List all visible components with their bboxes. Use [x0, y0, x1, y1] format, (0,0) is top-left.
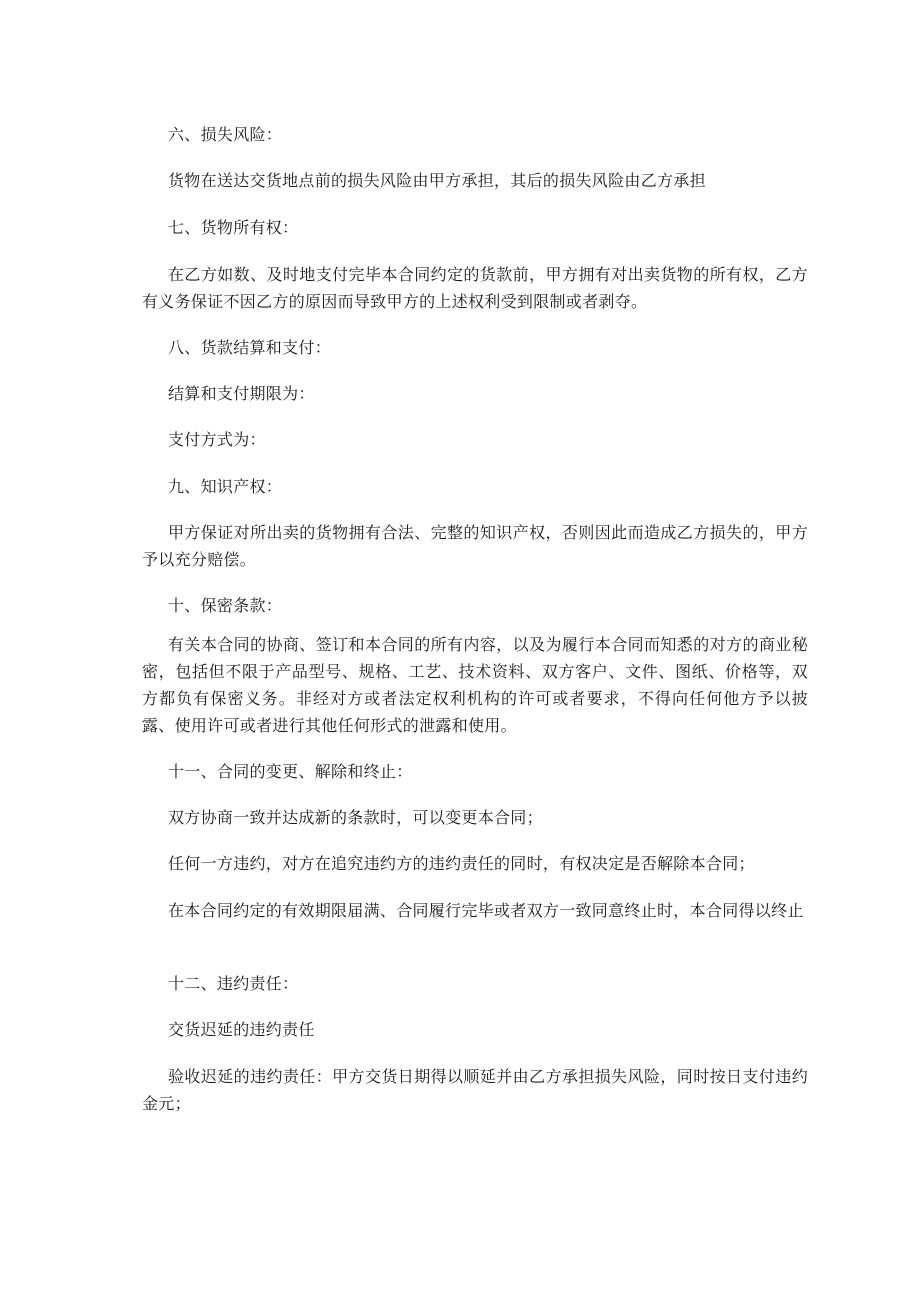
- paragraph-acceptance-delay: 验收迟延的违约责任：甲方交货日期得以顺延并由乙方承担损失风险，同时按日支付违约金元；: [142, 1067, 808, 1113]
- heading-ip: 九、知识产权：: [168, 477, 283, 496]
- heading-liability: 十二、违约责任：: [168, 974, 299, 993]
- paragraph-rescission: 任何一方违约，对方在追究违约方的违约责任的同时，有权决定是否解除本合同；: [168, 854, 755, 873]
- heading-payment: 八、货款结算和支付：: [168, 338, 332, 357]
- heading-change-termination: 十一、合同的变更、解除和终止：: [168, 762, 413, 781]
- heading-confidentiality: 十、保密条款：: [168, 596, 283, 615]
- paragraph-delivery-delay: 交货迟延的违约责任: [168, 1020, 315, 1039]
- paragraph-payment-term: 结算和支付期限为：: [168, 384, 315, 403]
- heading-loss-risk: 六、损失风险：: [168, 125, 283, 144]
- paragraph-confidentiality: 有关本合同的协商、签订和本合同的所有内容，以及为履行本合同而知悉的对方的商业秘密，包括但不限于产品型号、规格、工艺、技术资料、双方客户、文件、图纸、价格等，双方都负有保密义务。非经对方或者法定权利机构的许可或者要求，不得向任何他方予以披露、使用许可或者进行其他任何形式的泄露和使用。: [142, 635, 808, 735]
- paragraph-termination: 在本合同约定的有效期限届满、合同履行完毕或者双方一致同意终止时，本合同得以终止: [168, 901, 804, 920]
- paragraph-ip: 甲方保证对所出卖的货物拥有合法、完整的知识产权，否则因此而造成乙方损失的，甲方予以充分赔偿。: [142, 523, 808, 569]
- paragraph-change: 双方协商一致并达成新的条款时，可以变更本合同；: [168, 808, 543, 827]
- paragraph-loss-risk: 货物在送达交货地点前的损失风险由甲方承担，其后的损失风险由乙方承担: [168, 171, 706, 190]
- paragraph-ownership: 在乙方如数、及时地支付完毕本合同约定的货款前，甲方拥有对出卖货物的所有权，乙方有义务保证不因乙方的原因而导致甲方的上述权利受到限制或者剥夺。: [142, 265, 808, 311]
- heading-ownership: 七、货物所有权：: [168, 218, 299, 237]
- paragraph-payment-method: 支付方式为：: [168, 430, 266, 449]
